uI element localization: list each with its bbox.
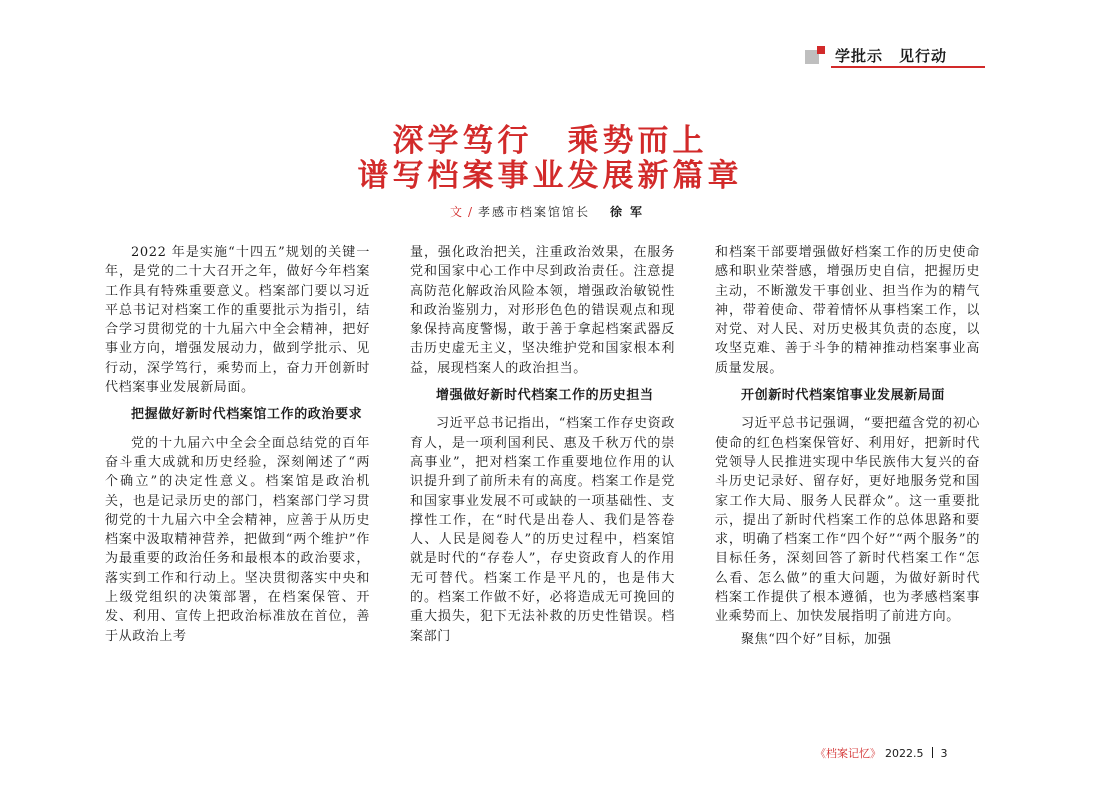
paragraph: 聚焦“四个好”目标，加强 — [741, 631, 892, 647]
article-title-line2: 谱写档案事业发展新篇章 — [357, 158, 743, 194]
text-column-2 — [410, 243, 675, 649]
issue-number: 2022.5 — [885, 747, 924, 760]
text-column-3 — [715, 243, 980, 652]
paragraph: 量，强化政治把关，注重政治效果，在服务党和国家中心工作中尽到政治责任。注意提高防范化解政治风险本领，增强政治敏锐性和政治鉴别力，对形形色色的错误观点和现象保持高度警惕，敢于善于拿起档案武器反击历史虚无主义，坚决维护党和国家根本利益，展现档案人的政治担当。 — [410, 245, 675, 376]
paragraph: 习近平总书记指出，“档案工作存史资政育人，是一项利国利民、惠及千秋万代的崇高事业”，把对档案工作重要地位作用的认识提升到了前所未有的高度。档案工作是党和国家事业发展不可或缺的一项基础性、支撑性工作，在“时代是出卷人、我们是答卷人、人民是阅卷人”的历史过程中，档案馆就是时代的“存卷人”，存史资政育人的作用无可替代。档案工作是平凡的，也是伟大的。档案工作做不好，必将造成无可挽回的重大损失，犯下无法补救的历史性错误。档案部门 — [410, 416, 675, 644]
section-header — [805, 42, 985, 66]
byline-label: 文 — [449, 205, 464, 219]
page-number: 3 — [940, 747, 948, 760]
subheading: 把握做好新时代档案馆工作的政治要求 — [131, 407, 363, 423]
section-title: 学批示 见行动 — [835, 47, 948, 65]
section-rule — [831, 66, 985, 68]
byline-separator: / — [467, 205, 475, 219]
page-footer — [815, 745, 995, 761]
paragraph: 习近平总书记强调，“要把蕴含党的初心使命的红色档案保管好、利用好，把新时代党领导人民推进实现中华民族伟大复兴的奋斗历史记录好、留存好，更好地服务党和国家工作大局、服务人民群众”。这一重要批示，提出了新时代档案工作的总体思路和要求，明确了档案工作“四个好”“两个服务”的目标任务，深刻回答了新时代档案工作“怎么看、怎么做”的重大问题，为做好新时代档案工作提供了根本遵循，也为孝感档案事业乘势而上、加快发展指明了前进方向。 — [715, 416, 980, 625]
journal-name: 《档案记忆》 — [815, 747, 881, 760]
subheading: 开创新时代档案馆事业发展新局面 — [741, 388, 946, 404]
text-column-1 — [105, 243, 370, 649]
byline-organization: 孝感市档案馆馆长 — [478, 205, 591, 219]
paragraph: 和档案干部要增强做好档案工作的历史使命感和职业荣誉感，增强历史自信，把握历史主动，不断激发干事创业、担当作为的精气神，带着使命、带着情怀从事档案工作，以对党、对人民、对历史极其负责的态度，以攻坚克难、善于斗争的精神推动档案事业高质量发展。 — [715, 245, 980, 376]
article-title-line1: 深学笃行 乘势而上 — [392, 123, 708, 159]
paragraph: 2022 年是实施“十四五”规划的关键一年，是党的二十大召开之年，做好今年档案工作具有特殊重要意义。档案部门要以习近平总书记对档案工作的重要批示为指引，结合学习贯彻党的十九届六中全会精神，把好事业方向，增强发展动力，做到学批示、见行动，深学笃行，乘势而上，奋力开创新时代档案事业发展新局面。 — [105, 245, 370, 396]
section-marker-icon — [805, 46, 825, 64]
byline-author: 徐军 — [610, 205, 651, 219]
subheading: 增强做好新时代档案工作的历史担当 — [436, 388, 654, 404]
paragraph: 党的十九届六中全会全面总结党的百年奋斗重大成就和历史经验，深刻阐述了“两个确立”的决定性意义。档案馆是政治机关，也是记录历史的部门，档案部门学习贯彻党的十九届六中全会精神，应善于从历史档案中汲取精神营养，把做到“两个维护”作为最重要的政治任务和最根本的政治要求，落实到工作和行动上。坚决贯彻落实中央和上级党组织的决策部署，在档案保管、开发、利用、宣传上把政治标准放在首位，善于从政治上考 — [105, 435, 370, 644]
byline — [0, 203, 1100, 220]
footer-divider — [932, 747, 933, 758]
